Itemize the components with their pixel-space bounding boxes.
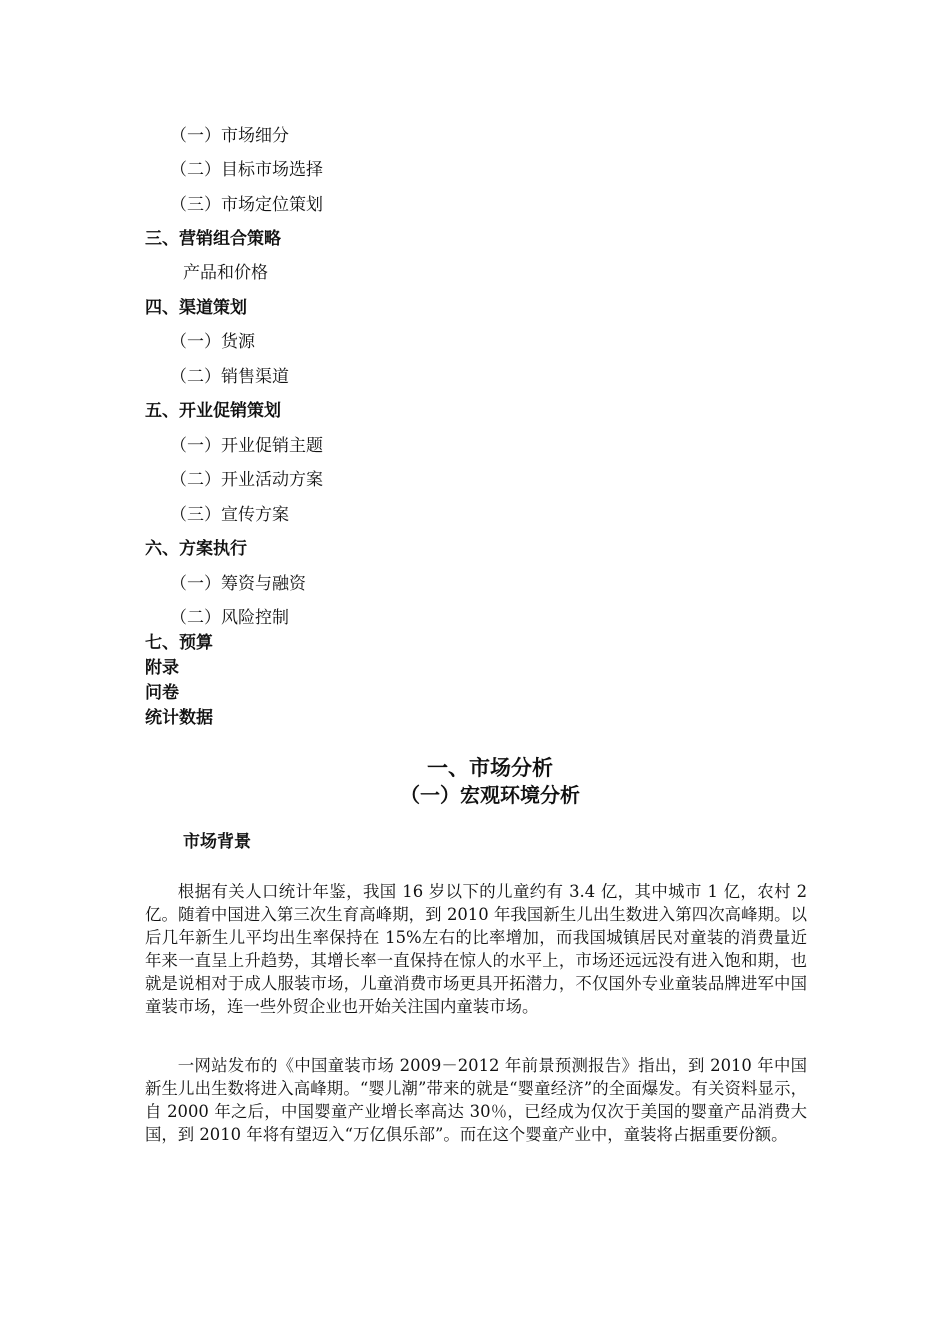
toc-item-positioning[interactable]: （三）市场定位策划 bbox=[170, 195, 323, 215]
toc-heading-appendix[interactable]: 附录 bbox=[145, 658, 179, 678]
toc-item-sales-channel[interactable]: （二）销售渠道 bbox=[170, 367, 289, 387]
toc-heading-budget[interactable]: 七、预算 bbox=[145, 633, 213, 653]
toc-item-promo-theme[interactable]: （一）开业促销主题 bbox=[170, 436, 323, 456]
toc-item-activity-plan[interactable]: （二）开业活动方案 bbox=[170, 470, 323, 490]
toc-item-risk-control[interactable]: （二）风险控制 bbox=[170, 608, 289, 628]
section-title: （一）宏观环境分析 bbox=[400, 783, 580, 807]
toc-heading-opening-promo[interactable]: 五、开业促销策划 bbox=[145, 401, 281, 421]
subsection-label: 市场背景 bbox=[183, 832, 251, 852]
toc-item-questionnaire[interactable]: 问卷 bbox=[145, 683, 179, 703]
toc-item-supply[interactable]: （一）货源 bbox=[170, 332, 255, 352]
toc-item-market-subdivision[interactable]: （一）市场细分 bbox=[170, 126, 289, 146]
toc-heading-channel-planning[interactable]: 四、渠道策划 bbox=[145, 298, 247, 318]
paragraph-market-background-2: 一网站发布的《中国童装市场 2009－2012 年前景预测报告》指出，到 2010 年中国新生儿出生数将进入高峰期。“婴儿潮”带来的就是“婴童经济”的全面爆发。有关资料显示，自 2000 年之后，中国婴童产业增长率高达 30％，已经成为仅次于美国的婴童产品消费大国，到 2010 年将有望迈入“万亿俱乐部”。而在这个婴童产业中，童装将占据重要份额。 bbox=[145, 1056, 807, 1144]
chapter-title: 一、市场分析 bbox=[427, 756, 553, 780]
toc-item-product-price[interactable]: 产品和价格 bbox=[183, 263, 268, 283]
toc-heading-marketing-mix[interactable]: 三、营销组合策略 bbox=[145, 229, 281, 249]
toc-item-target-market[interactable]: （二）目标市场选择 bbox=[170, 160, 323, 180]
toc-item-publicity-plan[interactable]: （三）宣传方案 bbox=[170, 505, 289, 525]
toc-item-financing[interactable]: （一）筹资与融资 bbox=[170, 574, 306, 594]
toc-heading-execution[interactable]: 六、方案执行 bbox=[145, 539, 247, 559]
toc-item-statistics[interactable]: 统计数据 bbox=[145, 708, 213, 728]
paragraph-market-background-1: 根据有关人口统计年鉴，我国 16 岁以下的儿童约有 3.4 亿，其中城市 1 亿，农村 2 亿。随着中国进入第三次生育高峰期，到 2010 年我国新生儿出生数进入第四次高峰期。以后几年新生儿平均出生率保持在 15%左右的比率增加，而我国城镇居民对童装的消费量近年来一直呈上升趋势，其增长率一直保持在惊人的水平上，市场还远远没有进入饱和期，也就是说相对于成人服装市场，儿童消费市场更具开拓潜力，不仅国外专业童装品牌进军中国童装市场，连一些外贸企业也开始关注国内童装市场。 bbox=[145, 882, 807, 1016]
